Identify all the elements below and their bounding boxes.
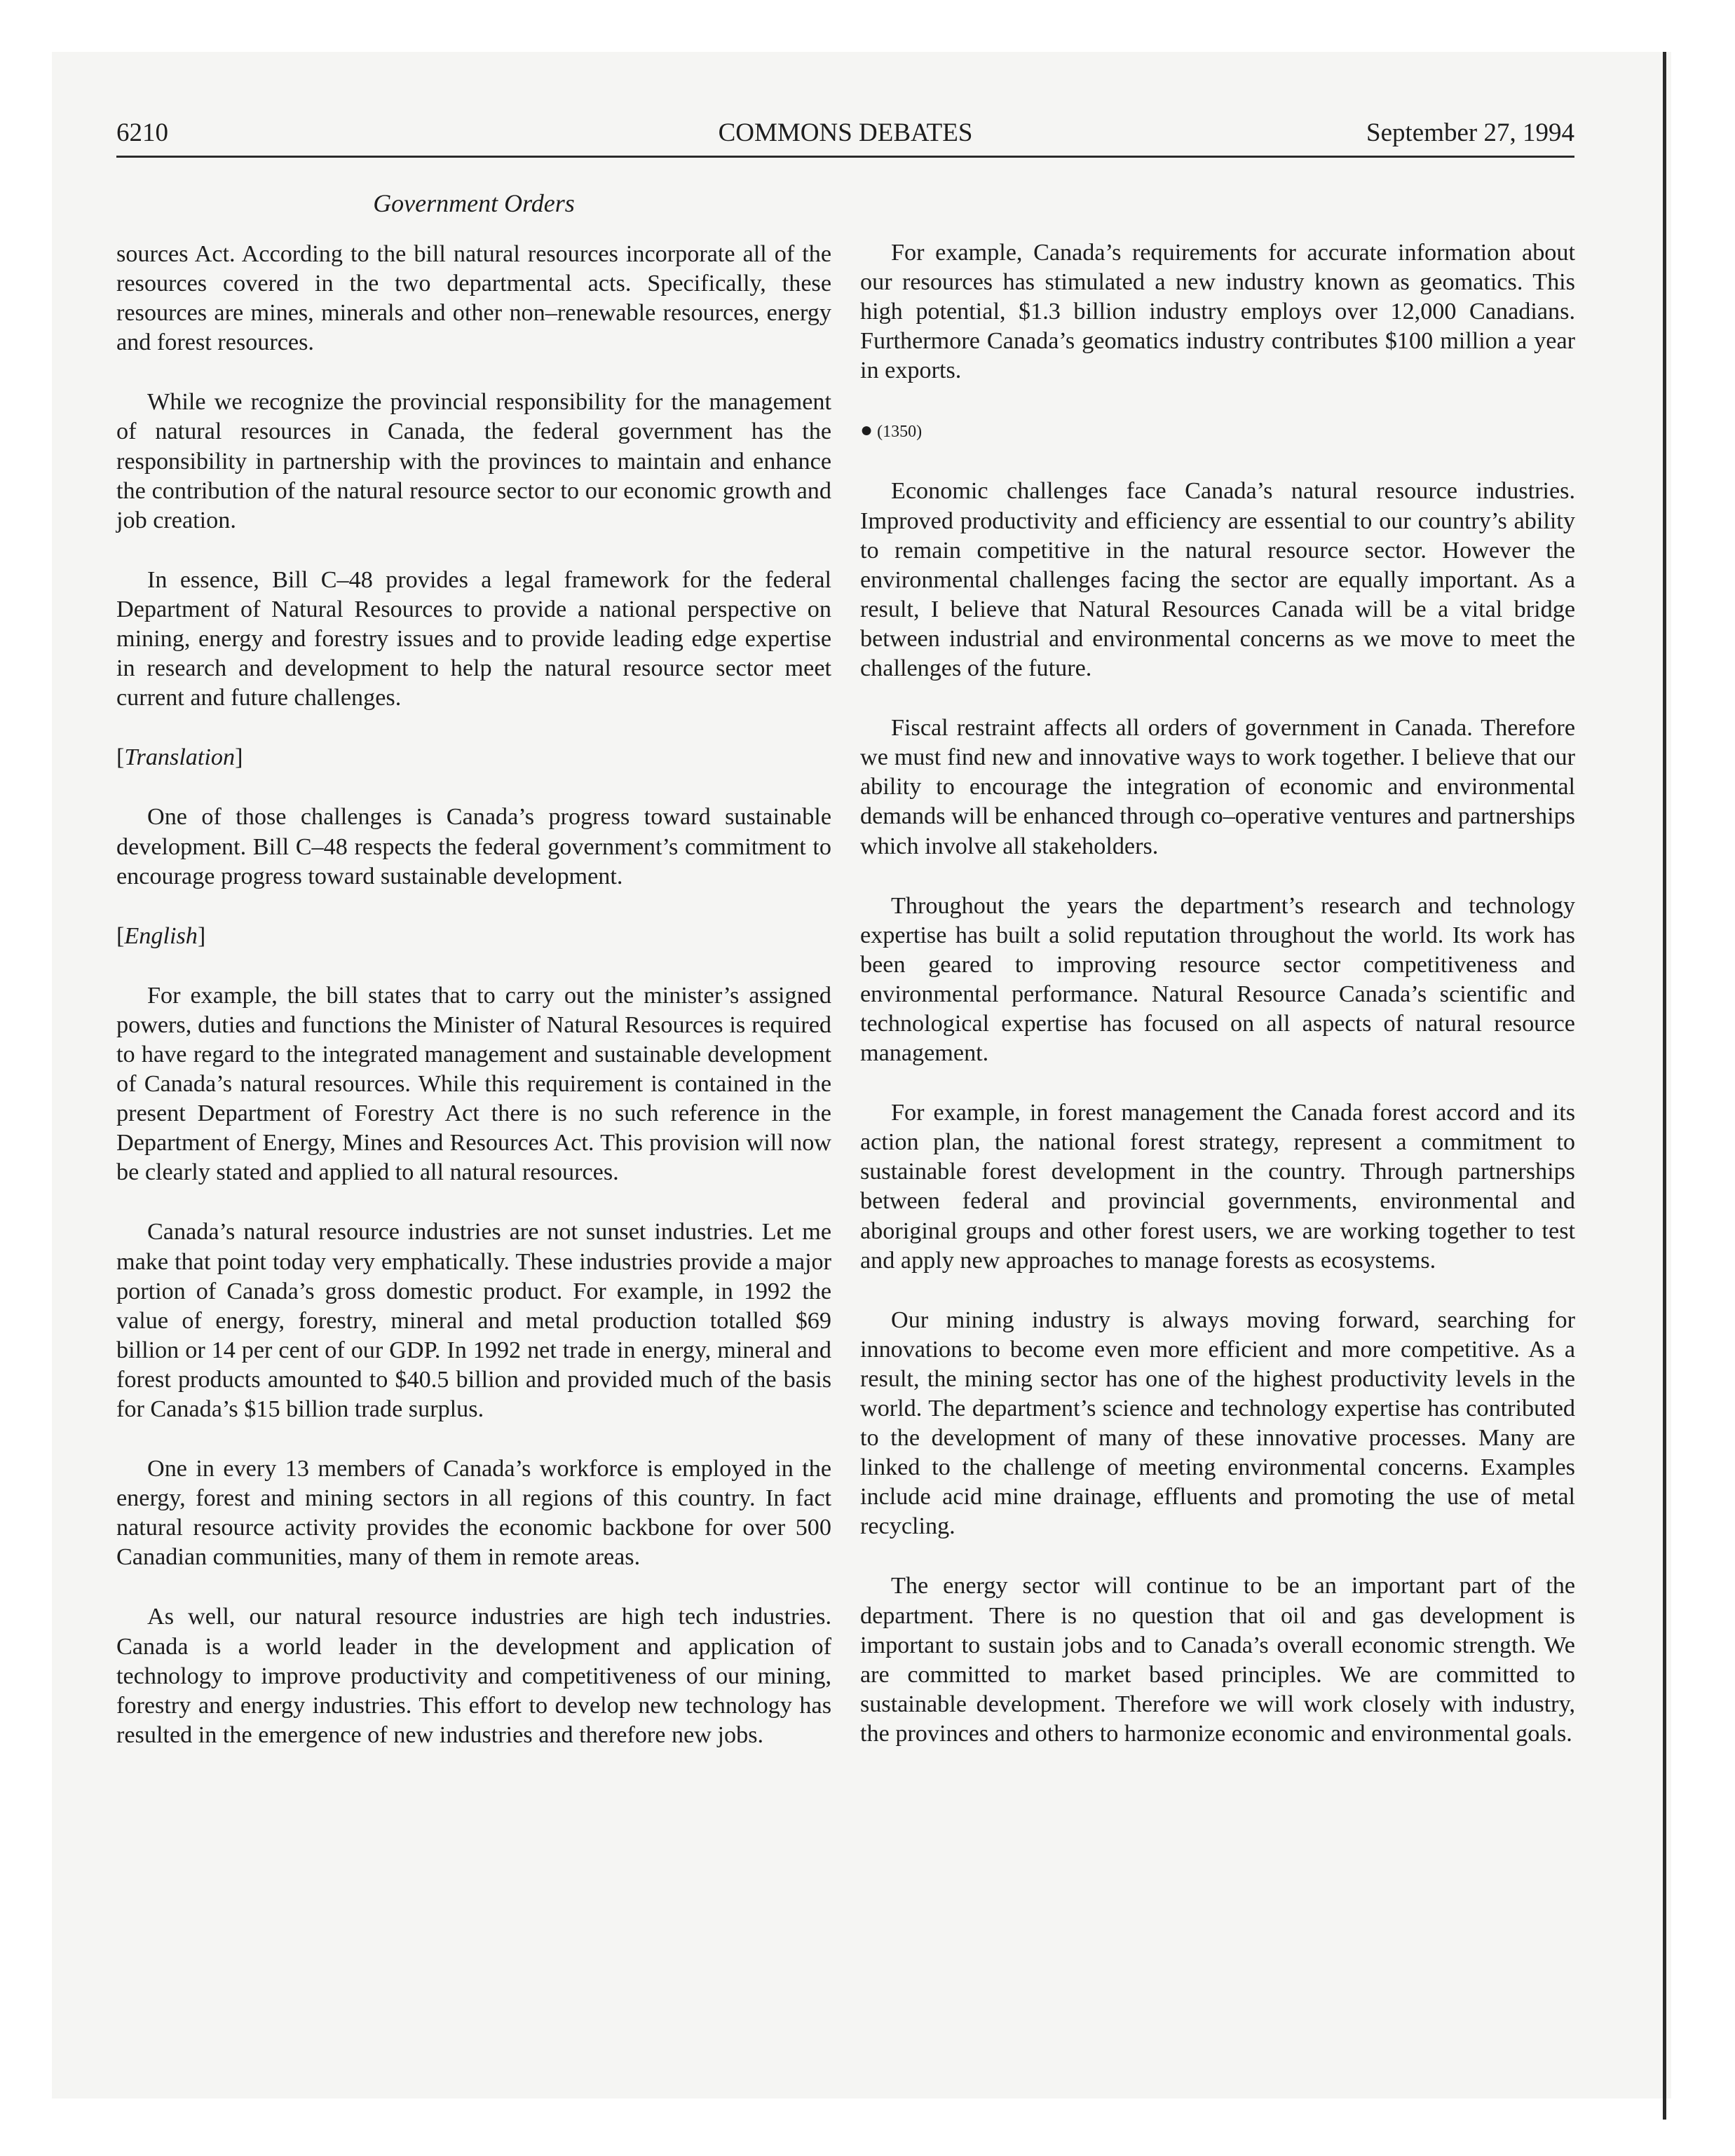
paragraph: The energy sector will continue to be an important part of the department. There is no question that oil and gas development is important to sustain jobs and to Canada’s overall economic strength. We are committed to market based principles. We are committed to sustainable development. Therefore we will work closely with industry, the provinces and others to harmonize economic and environmental goals. — [860, 1573, 1575, 1747]
section-label: Government Orders — [373, 189, 575, 217]
language-note-text: Translation — [124, 744, 236, 771]
paragraph: For example, the bill states that to carry out the minister’s assigned powers, duties and functions the Minister of Natural Resources is required to have regard to the integrated management and sustainable development of Canada’s natural resources. While this requirement is contained in the present Department of Forestry Act there is no such reference in the Department of Energy, Mines and Resources Act. This provision will now be clearly stated and applied to all natural resources. — [116, 982, 831, 1186]
language-note-text: English — [124, 922, 198, 949]
paragraph: Our mining industry is always moving forward, searching for innovations to become even more efficient and more competitive. As a result, the mining sector has one of the highest productivity levels in the world. The department’s science and technology expertise has contributed to the development of many of these innovative processes. Many are linked to the challenge of meeting environmental concerns. Examples include acid mine drainage, effluents and promoting the use of metal recycling. — [860, 1306, 1575, 1540]
paragraph: As well, our natural resource industries are high tech industries. Canada is a world leader in the development and application of technology to improve productivity and competitiveness of our mining, forestry and energy industries. This effort to develop new technology has resulted in the emergence of new industries and therefore new jobs. — [116, 1604, 831, 1748]
page-number: 6210 — [116, 118, 168, 147]
paragraph: One of those challenges is Canada’s progress toward sustainable development. Bill C–48 respects the federal government’s commitment to encourage progress toward sustainable development. — [116, 804, 831, 889]
paragraph: While we recognize the provincial responsibility for the management of natural resources in Canada, the federal government has the responsibility in partnership with the provinces to maintain and enhance the contribution of the natural resource sector to our economic growth and job creation. — [116, 389, 831, 533]
paragraph: In essence, Bill C–48 provides a legal framework for the federal Department of Natural Resources to provide a national perspective on mining, energy and forestry issues and to provide leading edge expertise in research and development to help the natural resource sector meet current and future challenges. — [116, 566, 831, 711]
left-column — [116, 240, 831, 1780]
paragraph: For example, Canada’s requirements for accurate information about our resources has stimulated a new industry known as geomatics. This high potential, $1.3 billion industry employs over 12,000 Canadians. Furthermore Canada’s geomatics industry contributes $100 million a year in exports. — [860, 240, 1575, 384]
page-edge-shadow — [1663, 52, 1666, 2120]
language-note: [English] — [116, 922, 206, 949]
time-marker-text: (1350) — [877, 423, 923, 442]
paragraph: Canada’s natural resource industries are not sunset industries. Let me make that point today very emphatically. These industries provide a major portion of Canada’s gross domestic product. For example, in 1992 the value of energy, forestry, mineral and metal production totalled $69 billion or 14 per cent of our GDP. In 1992 net trade in energy, mineral and forest products amounted to $40.5 billion and provided much of the basis for Canada’s $15 billion trade surplus. — [116, 1219, 831, 1422]
bullet-icon: ● — [860, 418, 873, 442]
paragraph: Economic challenges face Canada’s natural resource industries. Improved productivity and efficiency are essential to our country’s ability to remain competitive in the natural resource sector. However the environmental challenges facing the sector are equally important. As a result, I believe that Natural Resources Canada will be a vital bridge between industrial and environmental concerns as we move to meet the challenges of the future. — [860, 478, 1575, 682]
paragraph: For example, in forest management the Canada forest accord and its action plan, the national forest strategy, represent a commitment to sustainable forest development in the country. Through partnerships between federal and provincial governments, environmental and aboriginal groups and other forest users, we are working together to test and apply new approaches to manage forests as ecosystems. — [860, 1100, 1575, 1274]
paragraph: Fiscal restraint affects all orders of government in Canada. Therefore we must find new and innovative ways to work together. I believe that our ability to encourage the integration of economic and environmental demands will be enhanced through co–operative ventures and partnerships which involve all stakeholders. — [860, 715, 1575, 859]
paragraph: Throughout the years the department’s research and technology expertise has built a solid reputation throughout the world. Its work has been geared to improving resource sector competitiveness and environmental performance. Natural Resource Canada’s scientific and technological expertise has focused on all aspects of natural resource management. — [860, 892, 1575, 1067]
paragraph: One in every 13 members of Canada’s workforce is employed in the energy, forest and mining sectors in all regions of this country. In fact natural resource activity provides the economic backbone for over 500 Canadian communities, many of them in remote areas. — [116, 1456, 831, 1571]
page-header — [116, 118, 1574, 154]
header-rule — [116, 156, 1574, 158]
publication-date: September 27, 1994 — [1366, 118, 1574, 147]
paragraph: sources Act. According to the bill natural resources incorporate all of the resources covered in the two departmental acts. Specifically, these resources are mines, minerals and other non–renewable resources, energy and forest resources. — [116, 241, 831, 356]
time-marker — [860, 416, 1575, 446]
language-note: [Translation] — [116, 744, 243, 771]
publication-title: COMMONS DEBATES — [718, 118, 973, 147]
right-column — [860, 238, 1575, 1779]
